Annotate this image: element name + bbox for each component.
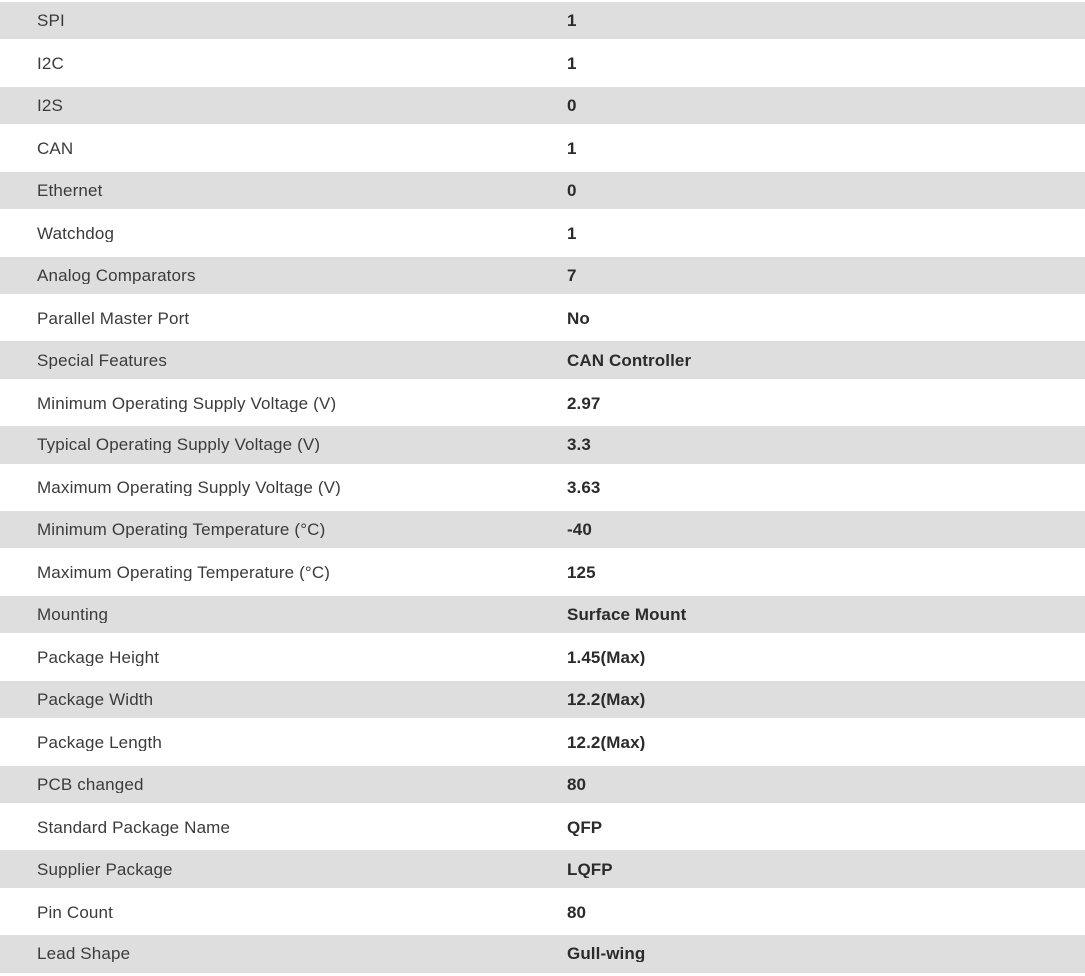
table-row (0, 255, 1085, 297)
row-label: Package Width (37, 690, 154, 708)
row-value: -40 (567, 521, 592, 539)
row-value: 12.2(Max) (567, 690, 646, 708)
row-label: Parallel Master Port (37, 309, 190, 327)
table-row (0, 339, 1085, 381)
row-label: Supplier Package (37, 860, 173, 878)
table-row (0, 424, 1085, 466)
row-value: No (567, 309, 590, 327)
row-value: 3.3 (567, 436, 591, 454)
table-row (0, 891, 1085, 933)
row-label: CAN (37, 139, 74, 157)
table-row (0, 509, 1085, 551)
row-label: Package Length (37, 733, 162, 751)
table-row (0, 848, 1085, 890)
table-row (0, 721, 1085, 763)
row-label: I2S (37, 97, 63, 115)
row-label: Lead Shape (37, 945, 131, 963)
table-row (0, 382, 1085, 424)
table-row (0, 933, 1085, 975)
row-label: Ethernet (37, 181, 103, 199)
row-label: Watchdog (37, 224, 115, 242)
row-value: 0 (567, 181, 577, 199)
table-row (0, 594, 1085, 636)
row-value: 80 (567, 775, 587, 793)
row-value: 3.63 (567, 479, 601, 497)
table-row (0, 297, 1085, 339)
row-value: 7 (567, 266, 577, 284)
row-value: CAN Controller (567, 351, 692, 369)
row-label: Special Features (37, 351, 167, 369)
row-label: Package Height (37, 649, 160, 667)
row-label: PCB changed (37, 775, 144, 793)
row-value: 1 (567, 224, 577, 242)
row-value: Surface Mount (567, 606, 687, 624)
table-row (0, 42, 1085, 84)
table-row (0, 636, 1085, 678)
table-row (0, 551, 1085, 593)
table-row (0, 679, 1085, 721)
row-label: Minimum Operating Temperature (°C) (37, 521, 326, 539)
row-value: LQFP (567, 860, 613, 878)
table-row (0, 85, 1085, 127)
row-label: Standard Package Name (37, 818, 231, 836)
table-row (0, 0, 1085, 42)
row-label: I2C (37, 55, 64, 73)
row-value: 1 (567, 139, 577, 157)
row-value: 1.45(Max) (567, 649, 646, 667)
row-value: 12.2(Max) (567, 733, 646, 751)
row-value: 1 (567, 12, 577, 30)
table-row (0, 467, 1085, 509)
row-label: Minimum Operating Supply Voltage (V) (37, 394, 337, 412)
row-value: QFP (567, 818, 603, 836)
row-value: 125 (567, 564, 596, 582)
row-label: Typical Operating Supply Voltage (V) (37, 436, 321, 454)
row-label: Mounting (37, 606, 109, 624)
row-label: Maximum Operating Temperature (°C) (37, 564, 331, 582)
row-value: Gull-wing (567, 945, 646, 963)
row-label: SPI (37, 12, 65, 30)
table-row (0, 806, 1085, 848)
table-row (0, 170, 1085, 212)
row-value: 0 (567, 97, 577, 115)
row-label: Analog Comparators (37, 266, 196, 284)
row-label: Pin Count (37, 903, 114, 921)
row-value: 80 (567, 903, 587, 921)
table-row (0, 764, 1085, 806)
row-value: 1 (567, 55, 577, 73)
row-label: Maximum Operating Supply Voltage (V) (37, 479, 341, 497)
row-value: 2.97 (567, 394, 601, 412)
table-row (0, 212, 1085, 254)
table-row (0, 127, 1085, 169)
